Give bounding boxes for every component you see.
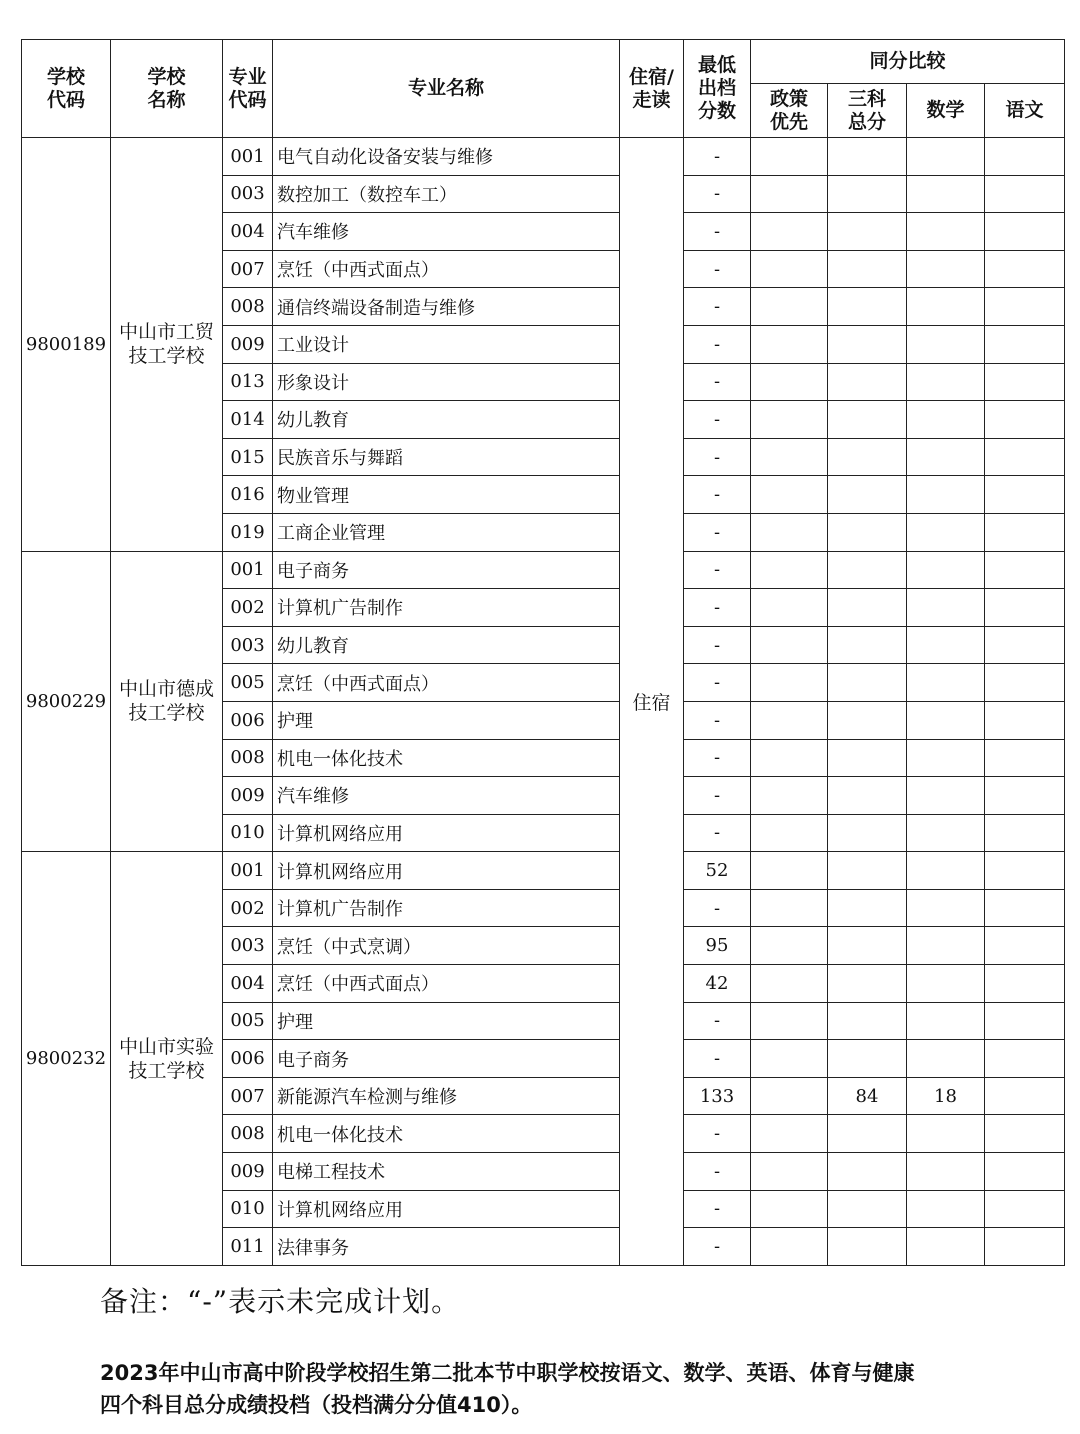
policy-cell	[751, 138, 828, 176]
policy-cell	[751, 777, 828, 815]
chinese-cell	[985, 626, 1065, 664]
chinese-cell	[985, 739, 1065, 777]
math-cell	[907, 1228, 985, 1266]
major-code-cell: 009	[223, 325, 273, 363]
min-score-cell: -	[684, 363, 751, 401]
math-cell	[907, 288, 985, 326]
header-three-total: 三科 总分	[828, 84, 907, 138]
three-total-cell	[828, 664, 907, 702]
three-total-cell	[828, 138, 907, 176]
three-total-cell	[828, 852, 907, 890]
major-name-cell: 烹饪（中西式面点）	[273, 965, 620, 1003]
three-total-cell: 84	[828, 1077, 907, 1115]
school-code-cell: 9800189	[22, 138, 111, 552]
math-cell	[907, 664, 985, 702]
header-major-code: 专业 代码	[223, 40, 273, 138]
major-code-cell: 007	[223, 250, 273, 288]
math-cell	[907, 213, 985, 251]
major-name-cell: 护理	[273, 1002, 620, 1040]
table-row	[22, 852, 1065, 890]
chinese-cell	[985, 1115, 1065, 1153]
chinese-cell	[985, 589, 1065, 627]
three-total-cell	[828, 814, 907, 852]
three-total-cell	[828, 1115, 907, 1153]
major-code-cell: 008	[223, 288, 273, 326]
major-code-cell: 011	[223, 1228, 273, 1266]
chinese-cell	[985, 175, 1065, 213]
three-total-cell	[828, 626, 907, 664]
policy-cell	[751, 852, 828, 890]
major-name-cell: 电子商务	[273, 551, 620, 589]
math-cell	[907, 476, 985, 514]
chinese-cell	[985, 363, 1065, 401]
min-score-cell: 52	[684, 852, 751, 890]
major-name-cell: 电子商务	[273, 1040, 620, 1078]
major-code-cell: 005	[223, 664, 273, 702]
three-total-cell	[828, 250, 907, 288]
min-score-cell: -	[684, 1153, 751, 1191]
three-total-cell	[828, 965, 907, 1003]
major-name-cell: 计算机网络应用	[273, 1190, 620, 1228]
school-name-line: 中山市德成	[118, 678, 214, 701]
policy-cell	[751, 325, 828, 363]
chinese-cell	[985, 138, 1065, 176]
policy-cell	[751, 1228, 828, 1266]
chinese-cell	[985, 1002, 1065, 1040]
min-score-cell: -	[684, 213, 751, 251]
math-cell	[907, 1115, 985, 1153]
three-total-cell	[828, 1153, 907, 1191]
three-total-cell	[828, 589, 907, 627]
policy-cell	[751, 626, 828, 664]
major-code-cell: 019	[223, 513, 273, 551]
min-score-cell: -	[684, 175, 751, 213]
three-total-cell	[828, 438, 907, 476]
min-score-cell: -	[684, 777, 751, 815]
chinese-cell	[985, 551, 1065, 589]
policy-cell	[751, 1077, 828, 1115]
chinese-cell	[985, 1153, 1065, 1191]
policy-cell	[751, 1002, 828, 1040]
major-code-cell: 001	[223, 852, 273, 890]
major-code-cell: 009	[223, 1153, 273, 1191]
three-total-cell	[828, 1228, 907, 1266]
major-code-cell: 006	[223, 1040, 273, 1078]
footer-line-1: 2023年中山市高中阶段学校招生第二批本节中职学校按语文、数学、英语、体育与健康	[100, 1361, 915, 1385]
math-cell	[907, 551, 985, 589]
policy-cell	[751, 1153, 828, 1191]
table-header	[22, 40, 1065, 138]
chinese-cell	[985, 664, 1065, 702]
math-cell	[907, 927, 985, 965]
three-total-cell	[828, 401, 907, 439]
school-name-cell	[111, 551, 223, 852]
math-cell	[907, 138, 985, 176]
major-code-cell: 013	[223, 363, 273, 401]
footer-line-2: 四个科目总分成绩投档（投档满分分值410）。	[100, 1393, 533, 1417]
math-cell	[907, 438, 985, 476]
major-name-cell: 烹饪（中西式面点）	[273, 250, 620, 288]
math-cell	[907, 777, 985, 815]
min-score-cell: -	[684, 664, 751, 702]
min-score-cell: -	[684, 626, 751, 664]
header-math: 数学	[907, 84, 985, 138]
note-text: 备注：“-”表示未完成计划。	[100, 1285, 461, 1318]
three-total-cell	[828, 701, 907, 739]
major-name-cell: 汽车维修	[273, 213, 620, 251]
policy-cell	[751, 589, 828, 627]
header-chinese: 语文	[985, 84, 1065, 138]
min-score-cell: -	[684, 401, 751, 439]
policy-cell	[751, 551, 828, 589]
major-code-cell: 003	[223, 175, 273, 213]
major-code-cell: 008	[223, 1115, 273, 1153]
major-name-cell: 护理	[273, 701, 620, 739]
min-score-cell: -	[684, 1228, 751, 1266]
table-row	[22, 138, 1065, 176]
min-score-cell: -	[684, 701, 751, 739]
major-code-cell: 001	[223, 138, 273, 176]
min-score-cell: -	[684, 1115, 751, 1153]
chinese-cell	[985, 288, 1065, 326]
chinese-cell	[985, 1077, 1065, 1115]
major-code-cell: 007	[223, 1077, 273, 1115]
header-major-name: 专业名称	[273, 40, 620, 138]
major-name-cell: 电气自动化设备安装与维修	[273, 138, 620, 176]
policy-cell	[751, 288, 828, 326]
chinese-cell	[985, 965, 1065, 1003]
chinese-cell	[985, 1190, 1065, 1228]
table-row	[22, 551, 1065, 589]
policy-cell	[751, 664, 828, 702]
major-code-cell: 010	[223, 814, 273, 852]
chinese-cell	[985, 401, 1065, 439]
min-score-cell: -	[684, 438, 751, 476]
header-min-score: 最低 出档 分数	[684, 40, 751, 138]
major-name-cell: 幼儿教育	[273, 626, 620, 664]
three-total-cell	[828, 288, 907, 326]
major-name-cell: 电梯工程技术	[273, 1153, 620, 1191]
major-code-cell: 003	[223, 626, 273, 664]
major-name-cell: 形象设计	[273, 363, 620, 401]
lodging-cell: 住宿	[620, 138, 684, 1266]
chinese-cell	[985, 777, 1065, 815]
three-total-cell	[828, 1002, 907, 1040]
policy-cell	[751, 965, 828, 1003]
major-code-cell: 004	[223, 213, 273, 251]
header-tie-break: 同分比较	[751, 40, 1065, 84]
math-cell	[907, 363, 985, 401]
min-score-cell: -	[684, 1190, 751, 1228]
three-total-cell	[828, 551, 907, 589]
major-code-cell: 010	[223, 1190, 273, 1228]
major-name-cell: 新能源汽车检测与维修	[273, 1077, 620, 1115]
major-name-cell: 工商企业管理	[273, 513, 620, 551]
major-name-cell: 计算机广告制作	[273, 589, 620, 627]
major-name-cell: 烹饪（中式烹调）	[273, 927, 620, 965]
min-score-cell: -	[684, 1040, 751, 1078]
major-code-cell: 003	[223, 927, 273, 965]
school-name-cell	[111, 852, 223, 1266]
math-cell	[907, 250, 985, 288]
major-name-cell: 法律事务	[273, 1228, 620, 1266]
three-total-cell	[828, 325, 907, 363]
chinese-cell	[985, 438, 1065, 476]
min-score-cell: -	[684, 250, 751, 288]
major-code-cell: 015	[223, 438, 273, 476]
major-name-cell: 通信终端设备制造与维修	[273, 288, 620, 326]
header-school-code: 学校 代码	[22, 40, 111, 138]
policy-cell	[751, 438, 828, 476]
three-total-cell	[828, 213, 907, 251]
major-name-cell: 物业管理	[273, 476, 620, 514]
major-name-cell: 幼儿教育	[273, 401, 620, 439]
school-name-line: 技工学校	[128, 345, 205, 368]
policy-cell	[751, 701, 828, 739]
major-code-cell: 002	[223, 889, 273, 927]
policy-cell	[751, 476, 828, 514]
math-cell	[907, 175, 985, 213]
school-name-line: 技工学校	[128, 702, 205, 725]
min-score-cell: -	[684, 551, 751, 589]
three-total-cell	[828, 476, 907, 514]
policy-cell	[751, 1190, 828, 1228]
major-name-cell: 机电一体化技术	[273, 1115, 620, 1153]
major-name-cell: 工业设计	[273, 325, 620, 363]
min-score-cell: -	[684, 889, 751, 927]
school-name-line: 中山市实验	[118, 1035, 214, 1058]
math-cell	[907, 1040, 985, 1078]
policy-cell	[751, 401, 828, 439]
math-cell	[907, 589, 985, 627]
min-score-cell: -	[684, 589, 751, 627]
policy-cell	[751, 363, 828, 401]
policy-cell	[751, 927, 828, 965]
major-name-cell: 计算机广告制作	[273, 889, 620, 927]
header-policy: 政策 优先	[751, 84, 828, 138]
chinese-cell	[985, 1040, 1065, 1078]
major-code-cell: 004	[223, 965, 273, 1003]
math-cell	[907, 401, 985, 439]
policy-cell	[751, 213, 828, 251]
chinese-cell	[985, 513, 1065, 551]
school-name-cell	[111, 138, 223, 552]
math-cell: 18	[907, 1077, 985, 1115]
school-code-cell: 9800229	[22, 551, 111, 852]
policy-cell	[751, 889, 828, 927]
math-cell	[907, 325, 985, 363]
chinese-cell	[985, 325, 1065, 363]
three-total-cell	[828, 889, 907, 927]
major-code-cell: 014	[223, 401, 273, 439]
chinese-cell	[985, 701, 1065, 739]
school-name-line: 技工学校	[128, 1059, 205, 1082]
admission-score-table	[21, 39, 1065, 1266]
header-school-name: 学校 名称	[111, 40, 223, 138]
chinese-cell	[985, 476, 1065, 514]
min-score-cell: 133	[684, 1077, 751, 1115]
three-total-cell	[828, 927, 907, 965]
three-total-cell	[828, 739, 907, 777]
math-cell	[907, 626, 985, 664]
major-name-cell: 计算机网络应用	[273, 814, 620, 852]
header-lodging: 住宿/ 走读	[620, 40, 684, 138]
major-code-cell: 008	[223, 739, 273, 777]
min-score-cell: -	[684, 476, 751, 514]
major-name-cell: 计算机网络应用	[273, 852, 620, 890]
chinese-cell	[985, 814, 1065, 852]
min-score-cell: 42	[684, 965, 751, 1003]
math-cell	[907, 739, 985, 777]
major-code-cell: 001	[223, 551, 273, 589]
chinese-cell	[985, 213, 1065, 251]
policy-cell	[751, 1040, 828, 1078]
policy-cell	[751, 513, 828, 551]
major-code-cell: 002	[223, 589, 273, 627]
policy-cell	[751, 1115, 828, 1153]
math-cell	[907, 1190, 985, 1228]
school-code-cell: 9800232	[22, 852, 111, 1266]
policy-cell	[751, 250, 828, 288]
table-body	[22, 138, 1065, 1266]
chinese-cell	[985, 927, 1065, 965]
three-total-cell	[828, 1190, 907, 1228]
min-score-cell: -	[684, 1002, 751, 1040]
min-score-cell: -	[684, 513, 751, 551]
major-name-cell: 民族音乐与舞蹈	[273, 438, 620, 476]
three-total-cell	[828, 363, 907, 401]
major-code-cell: 016	[223, 476, 273, 514]
chinese-cell	[985, 889, 1065, 927]
min-score-cell: -	[684, 814, 751, 852]
math-cell	[907, 814, 985, 852]
min-score-cell: 95	[684, 927, 751, 965]
math-cell	[907, 852, 985, 890]
major-name-cell: 数控加工（数控车工）	[273, 175, 620, 213]
min-score-cell: -	[684, 325, 751, 363]
policy-cell	[751, 175, 828, 213]
three-total-cell	[828, 777, 907, 815]
school-name-line: 中山市工贸	[118, 321, 214, 344]
policy-cell	[751, 739, 828, 777]
major-name-cell: 汽车维修	[273, 777, 620, 815]
three-total-cell	[828, 175, 907, 213]
min-score-cell: -	[684, 739, 751, 777]
math-cell	[907, 889, 985, 927]
chinese-cell	[985, 852, 1065, 890]
major-name-cell: 机电一体化技术	[273, 739, 620, 777]
chinese-cell	[985, 250, 1065, 288]
math-cell	[907, 513, 985, 551]
major-name-cell: 烹饪（中西式面点）	[273, 664, 620, 702]
three-total-cell	[828, 1040, 907, 1078]
math-cell	[907, 1002, 985, 1040]
math-cell	[907, 1153, 985, 1191]
min-score-cell: -	[684, 288, 751, 326]
math-cell	[907, 701, 985, 739]
three-total-cell	[828, 513, 907, 551]
min-score-cell: -	[684, 138, 751, 176]
math-cell	[907, 965, 985, 1003]
major-code-cell: 006	[223, 701, 273, 739]
major-code-cell: 009	[223, 777, 273, 815]
policy-cell	[751, 814, 828, 852]
chinese-cell	[985, 1228, 1065, 1266]
major-code-cell: 005	[223, 1002, 273, 1040]
